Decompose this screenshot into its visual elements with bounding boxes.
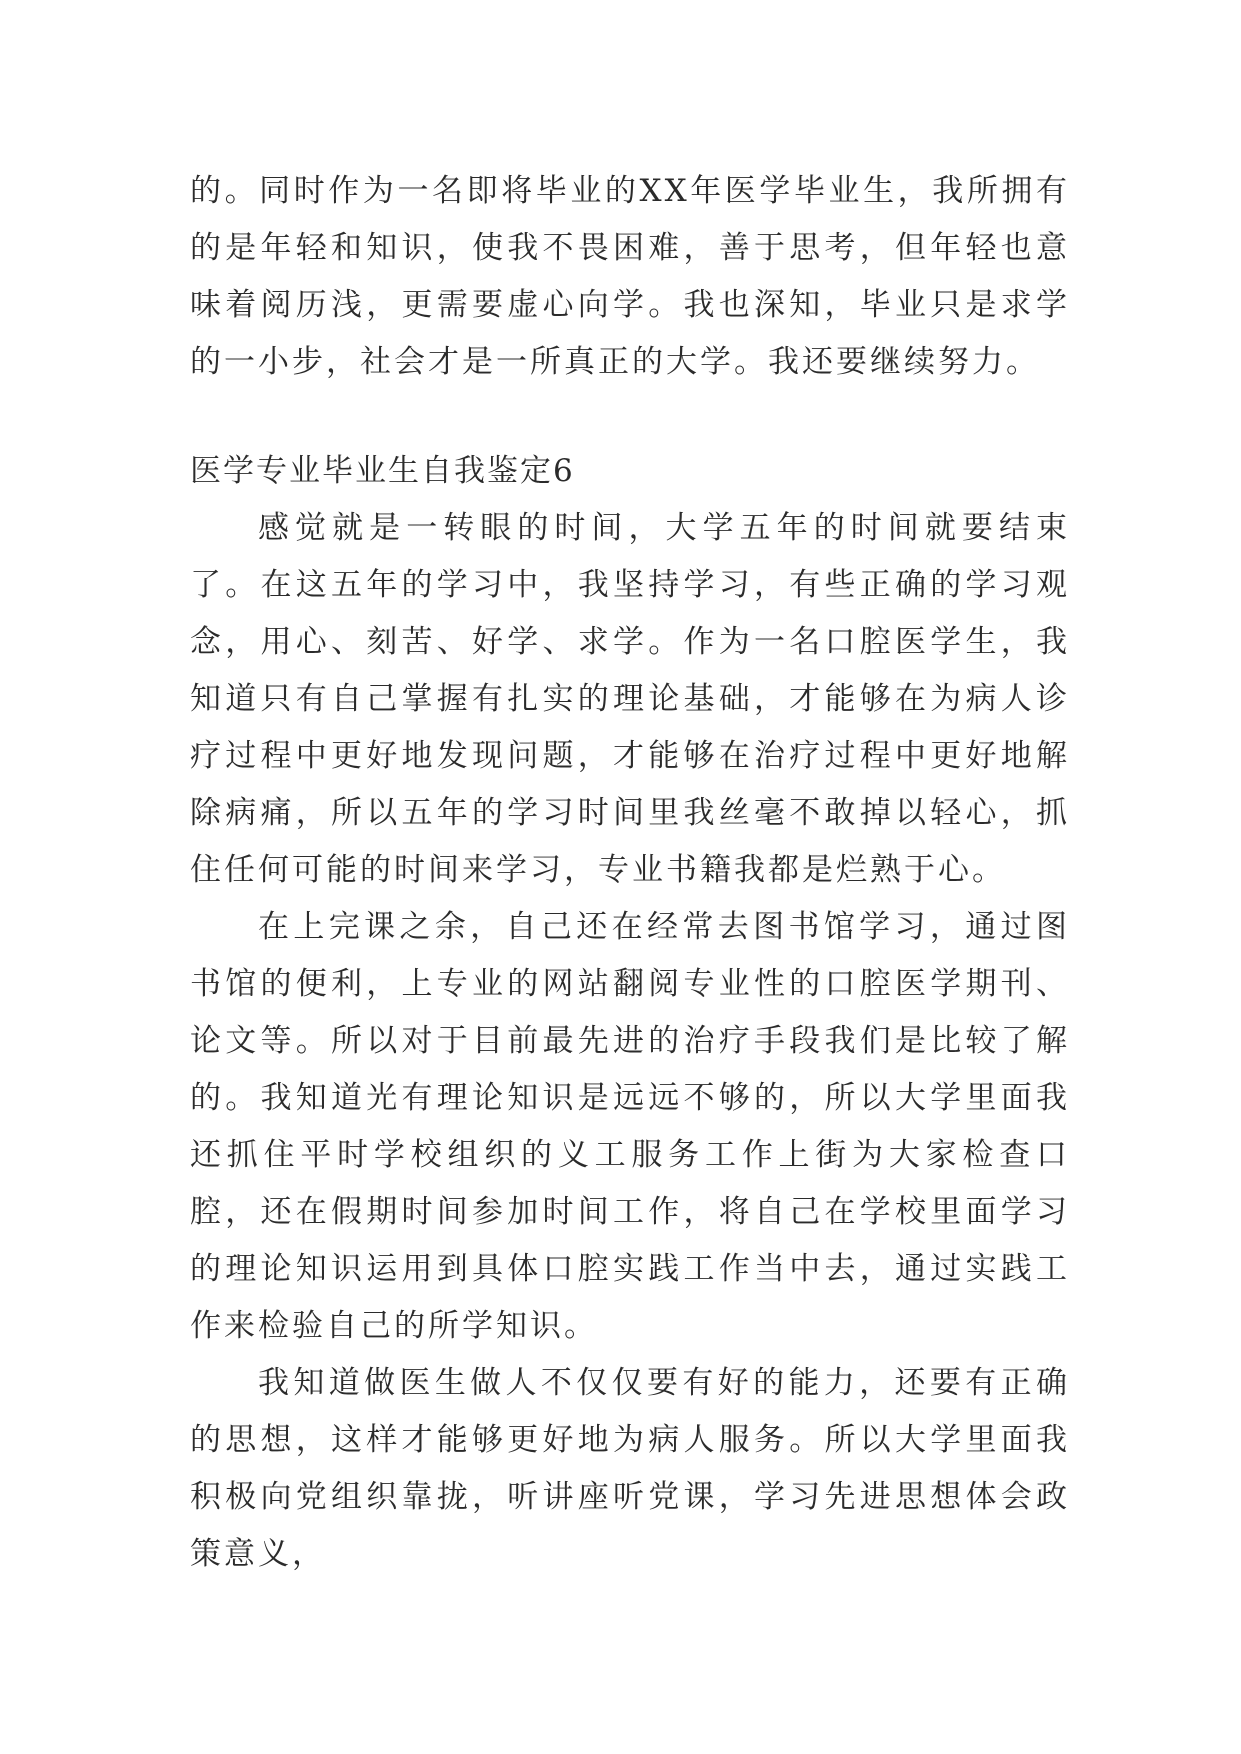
section-spacer	[190, 391, 1070, 443]
section-heading: 医学专业毕业生自我鉴定6	[190, 453, 575, 489]
paragraph: 我知道做医生做人不仅仅要有好的能力，还要有正确的思想，这样才能够更好地为病人服务。所以大学里面我积极向党组织靠拢，听讲座听党课，学习先进思想体会政策意义，	[190, 1365, 1070, 1572]
paragraph: 在上完课之余，自己还在经常去图书馆学习，通过图书馆的便利，上专业的网站翻阅专业性的口腔医学期刊、论文等。所以对于目前最先进的治疗手段我们是比较了解的。我知道光有理论知识是远远不够的，所以大学里面我还抓住平时学校组织的义工服务工作上街为大家检查口腔，还在假期时间参加时间工作，将自己在学校里面学习的理论知识运用到具体口腔实践工作当中去，通过实践工作来检验自己的所学知识。	[190, 909, 1070, 1344]
paragraph: 感觉就是一转眼的时间，大学五年的时间就要结束了。在这五年的学习中，我坚持学习，有些正确的学习观念，用心、刻苦、好学、求学。作为一名口腔医学生，我知道只有自己掌握有扎实的理论基础，才能够在为病人诊疗过程中更好地发现问题，才能够在治疗过程中更好地解除病痛，所以五年的学习时间里我丝毫不敢掉以轻心，抓住任何可能的时间来学习，专业书籍我都是烂熟于心。	[190, 510, 1070, 888]
paragraph-continued: 的。同时作为一名即将毕业的XX年医学毕业生，我所拥有的是年轻和知识，使我不畏困难，善于思考，但年轻也意味着阅历浅，更需要虚心向学。我也深知，毕业只是求学的一小步，社会才是一所真正的大学。我还要继续努力。	[190, 173, 1070, 380]
document-body	[190, 163, 1070, 1583]
